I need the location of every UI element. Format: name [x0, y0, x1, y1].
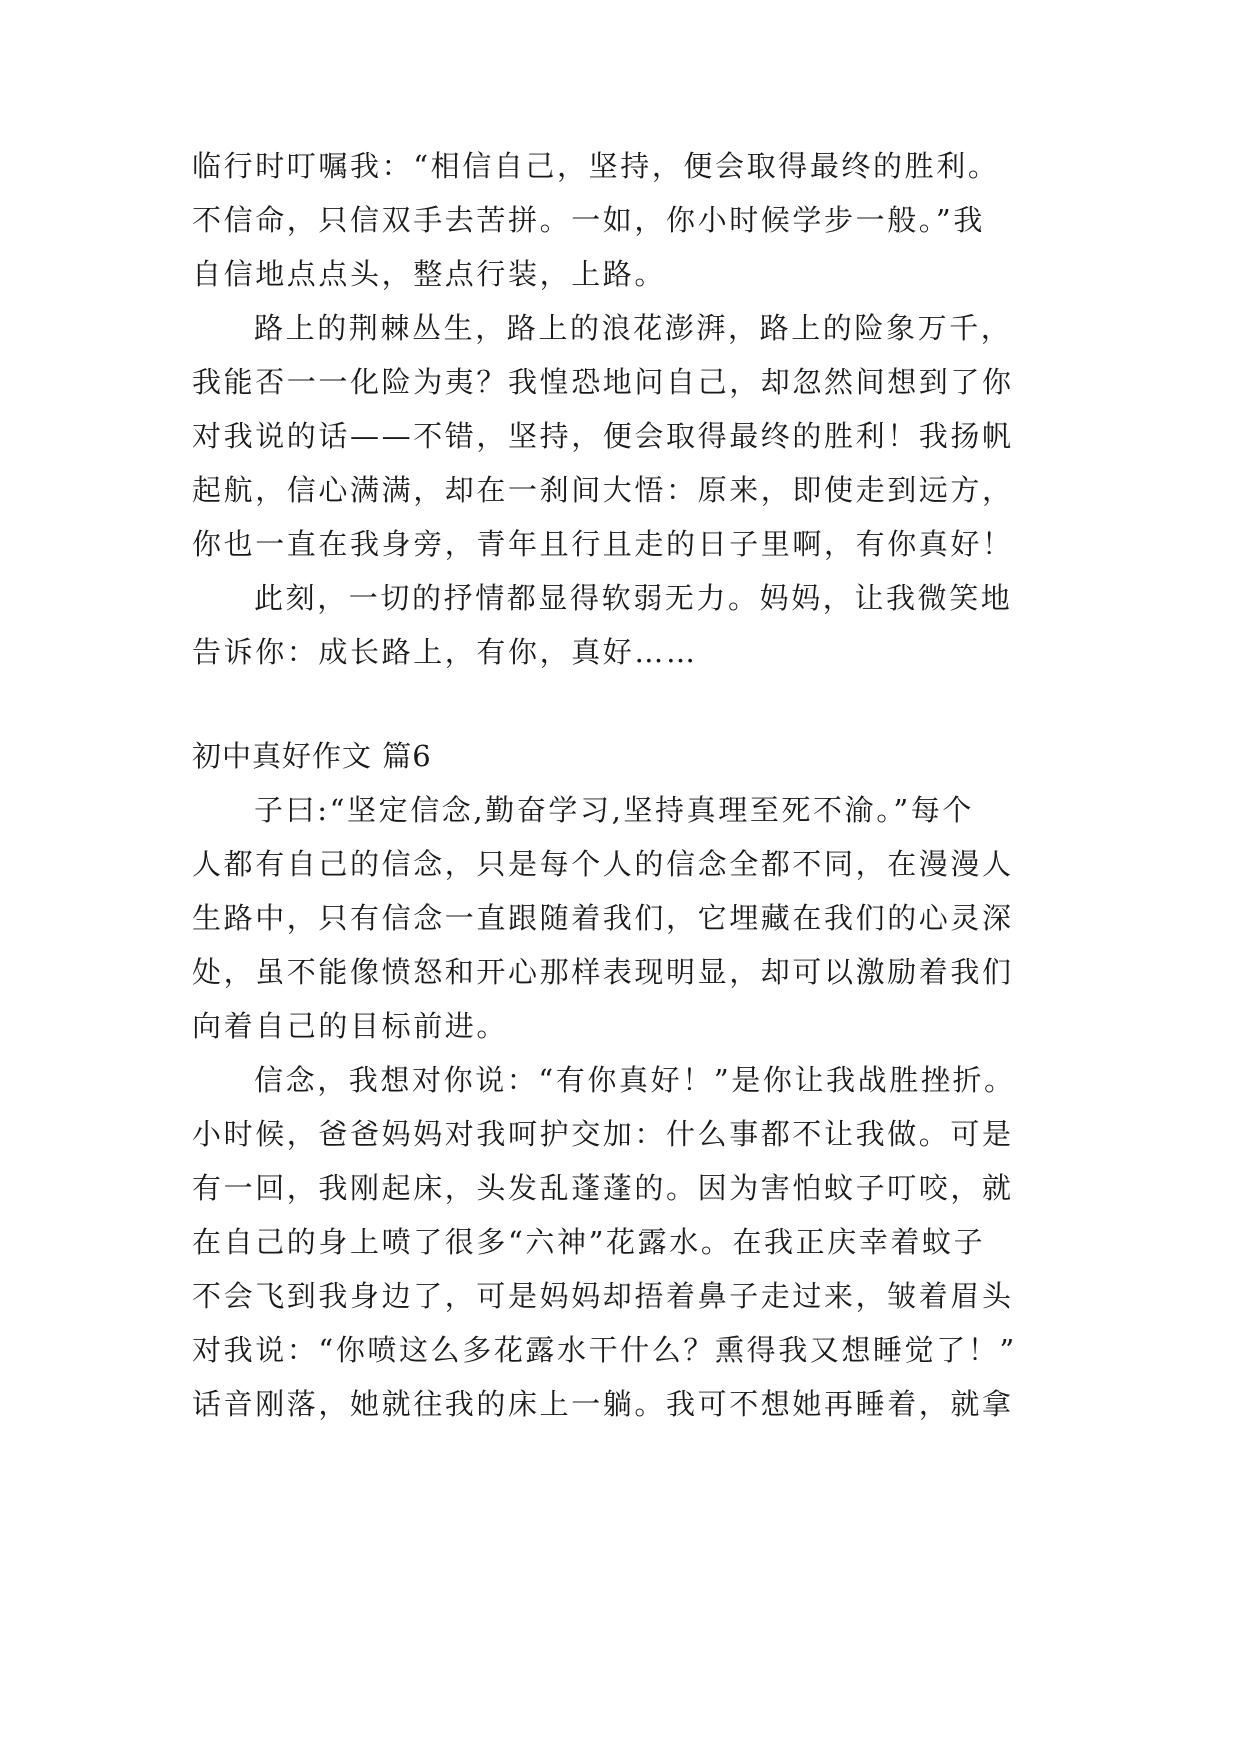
- paragraph-line: 告诉你：成长路上，有你，真好……: [192, 635, 698, 669]
- paragraph-line: 有一回，我刚起床，头发乱蓬蓬的。因为害怕蚊子叮咬，就: [192, 1171, 1014, 1205]
- paragraph-line: 对我说的话——不错，坚持，便会取得最终的胜利！我扬帆: [192, 419, 1014, 453]
- paragraph-line: 路上的荆棘丛生，路上的浪花澎湃，路上的险象万千，: [254, 311, 1013, 345]
- paragraph-line: 生路中，只有信念一直跟随着我们，它埋藏在我们的心灵深: [192, 901, 1014, 935]
- paragraph-line: 临行时叮嘱我：“相信自己，坚持，便会取得最终的胜利。: [192, 149, 1000, 183]
- paragraph-line: 我能否一一化险为夷？我惶恐地问自己，却忽然间想到了你: [192, 365, 1014, 399]
- paragraph-line: 人都有自己的信念，只是每个人的信念全都不同，在漫漫人: [192, 847, 1014, 881]
- paragraph-line: 此刻，一切的抒情都显得软弱无力。妈妈，让我微笑地: [254, 581, 1013, 615]
- paragraph-line: 话音刚落，她就往我的床上一躺。我可不想她再睡着，就拿: [192, 1387, 1014, 1421]
- paragraph-line: 在自己的身上喷了很多“六神”花露水。在我正庆幸着蚊子: [192, 1225, 986, 1259]
- paragraph-line: 不信命，只信双手去苦拼。一如，你小时候学步一般。”我: [192, 203, 985, 237]
- paragraph-line: 信念，我想对你说：“有你真好！”是你让我战胜挫折。: [254, 1063, 1016, 1097]
- section-heading: 初中真好作文 篇6: [192, 739, 432, 773]
- paragraph-line: 向着自己的目标前进。: [192, 1009, 509, 1043]
- paragraph-line: 子曰:“坚定信念,勤奋学习,坚持真理至死不渝。”每个: [254, 793, 974, 827]
- paragraph-line: 你也一直在我身旁，青年且行且走的日子里啊，有你真好！: [192, 527, 1014, 561]
- paragraph-line: 自信地点点头，整点行装，上路。: [192, 257, 667, 291]
- paragraph-line: 不会飞到我身边了，可是妈妈却捂着鼻子走过来，皱着眉头: [192, 1279, 1014, 1313]
- paragraph-line: 对我说：“你喷这么多花露水干什么？熏得我又想睡觉了！”: [192, 1333, 1017, 1367]
- paragraph-line: 起航，信心满满，却在一刹间大悟：原来，即使走到远方，: [192, 473, 1014, 507]
- paragraph-line: 处，虽不能像愤怒和开心那样表现明显，却可以激励着我们: [192, 955, 1014, 989]
- paragraph-line: 小时候，爸爸妈妈对我呵护交加：什么事都不让我做。可是: [192, 1117, 1014, 1151]
